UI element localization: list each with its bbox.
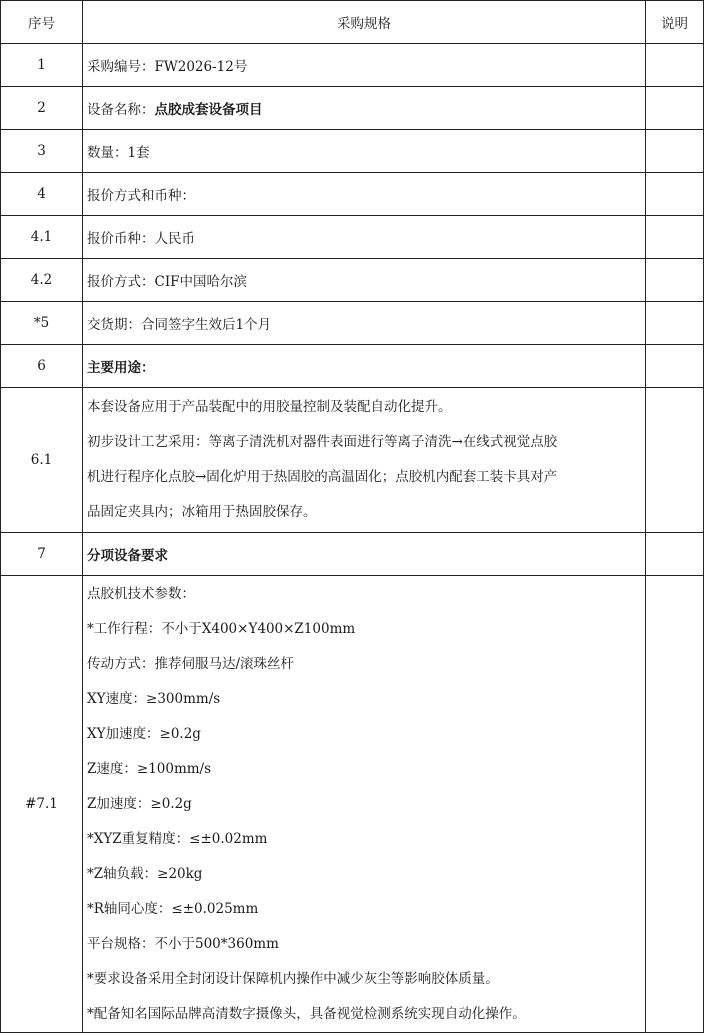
- spec-line: 初步设计工艺采用：等离子清洗机对器件表面进行等离子清洗→在线式视觉点胶: [87, 434, 558, 450]
- row-seq: 4.2: [1, 259, 83, 302]
- table-row: [1, 576, 704, 1033]
- spec-line: 平台规格：不小于500*360mm: [87, 935, 279, 952]
- row-note: [646, 44, 704, 87]
- row-seq: 6.1: [1, 388, 83, 533]
- row-note: [646, 388, 704, 533]
- table-row: [1, 87, 704, 130]
- row-seq: #7.1: [1, 576, 83, 1033]
- row-note: [646, 576, 704, 1033]
- equipment-name-label: 设备名称：: [87, 102, 155, 118]
- row-note: [646, 130, 704, 173]
- row-spec: 报价方式：CIF中国哈尔滨: [83, 259, 646, 302]
- spec-line: *XYZ重复精度：≤±0.02mm: [87, 830, 268, 847]
- row-seq: 1: [1, 44, 83, 87]
- spec-line: Z加速度：≥0.2g: [87, 795, 192, 812]
- row-note: [646, 216, 704, 259]
- header-note: 说明: [646, 1, 704, 44]
- table-row: [1, 388, 704, 533]
- row-seq: 6: [1, 345, 83, 388]
- table-row: [1, 173, 704, 216]
- row-note: [646, 533, 704, 576]
- spec-line: 传动方式：推荐伺服马达/滚珠丝杆: [87, 655, 295, 672]
- table-row: [1, 130, 704, 173]
- row-spec: 分项设备要求: [83, 533, 646, 576]
- table-row: [1, 302, 704, 345]
- spec-line: *要求设备采用全封闭设计保障机内操作中减少灰尘等影响胶体质量。: [87, 970, 499, 987]
- table-row: [1, 259, 704, 302]
- equipment-name-value: 点胶成套设备项目: [154, 102, 263, 118]
- table-header-row: [1, 1, 704, 44]
- row-seq: 7: [1, 533, 83, 576]
- row-spec: 交货期：合同签字生效后1个月: [83, 302, 646, 345]
- row-spec: [83, 87, 646, 130]
- spec-line: 本套设备应用于产品装配中的用胶量控制及装配自动化提升。: [87, 399, 452, 415]
- row-seq: *5: [1, 302, 83, 345]
- spec-line: *工作行程：不小于X400×Y400×Z100mm: [87, 620, 356, 637]
- row-spec: 采购编号：FW2026-12号: [83, 44, 646, 87]
- row-spec: 主要用途：: [83, 345, 646, 388]
- row-seq: 3: [1, 130, 83, 173]
- row-note: [646, 345, 704, 388]
- row-spec: 报价方式和币种：: [83, 173, 646, 216]
- row-spec: [83, 388, 646, 533]
- row-note: [646, 259, 704, 302]
- table-row: [1, 216, 704, 259]
- spec-line: XY加速度：≥0.2g: [87, 725, 201, 742]
- table-row: [1, 44, 704, 87]
- row-note: [646, 173, 704, 216]
- row-spec: [83, 576, 646, 1033]
- row-note: [646, 302, 704, 345]
- row-seq: 4: [1, 173, 83, 216]
- row-spec: 报价币种：人民币: [83, 216, 646, 259]
- row-seq: 4.1: [1, 216, 83, 259]
- row-seq: 2: [1, 87, 83, 130]
- table-row: [1, 345, 704, 388]
- spec-line: 点胶机技术参数：: [87, 585, 195, 602]
- header-seq: 序号: [1, 1, 83, 44]
- header-spec: 采购规格: [83, 1, 646, 44]
- spec-line: 机进行程序化点胶→固化炉用于热固胶的高温固化；点胶机内配套工装卡具对产: [87, 469, 558, 485]
- spec-line: *Z轴负载：≥20kg: [87, 865, 203, 882]
- spec-line: XY速度：≥300mm/s: [87, 690, 221, 707]
- spec-line: *配备知名国际品牌高清数字摄像头，具备视觉检测系统实现自动化操作。: [87, 1005, 526, 1022]
- row-note: [646, 87, 704, 130]
- spec-line: 品固定夹具内；冰箱用于热固胶保存。: [87, 504, 317, 520]
- row-spec: 数量：1套: [83, 130, 646, 173]
- spec-line: Z速度：≥100mm/s: [87, 760, 212, 777]
- table-row: [1, 533, 704, 576]
- spec-line: *R轴同心度：≤±0.025mm: [87, 900, 259, 917]
